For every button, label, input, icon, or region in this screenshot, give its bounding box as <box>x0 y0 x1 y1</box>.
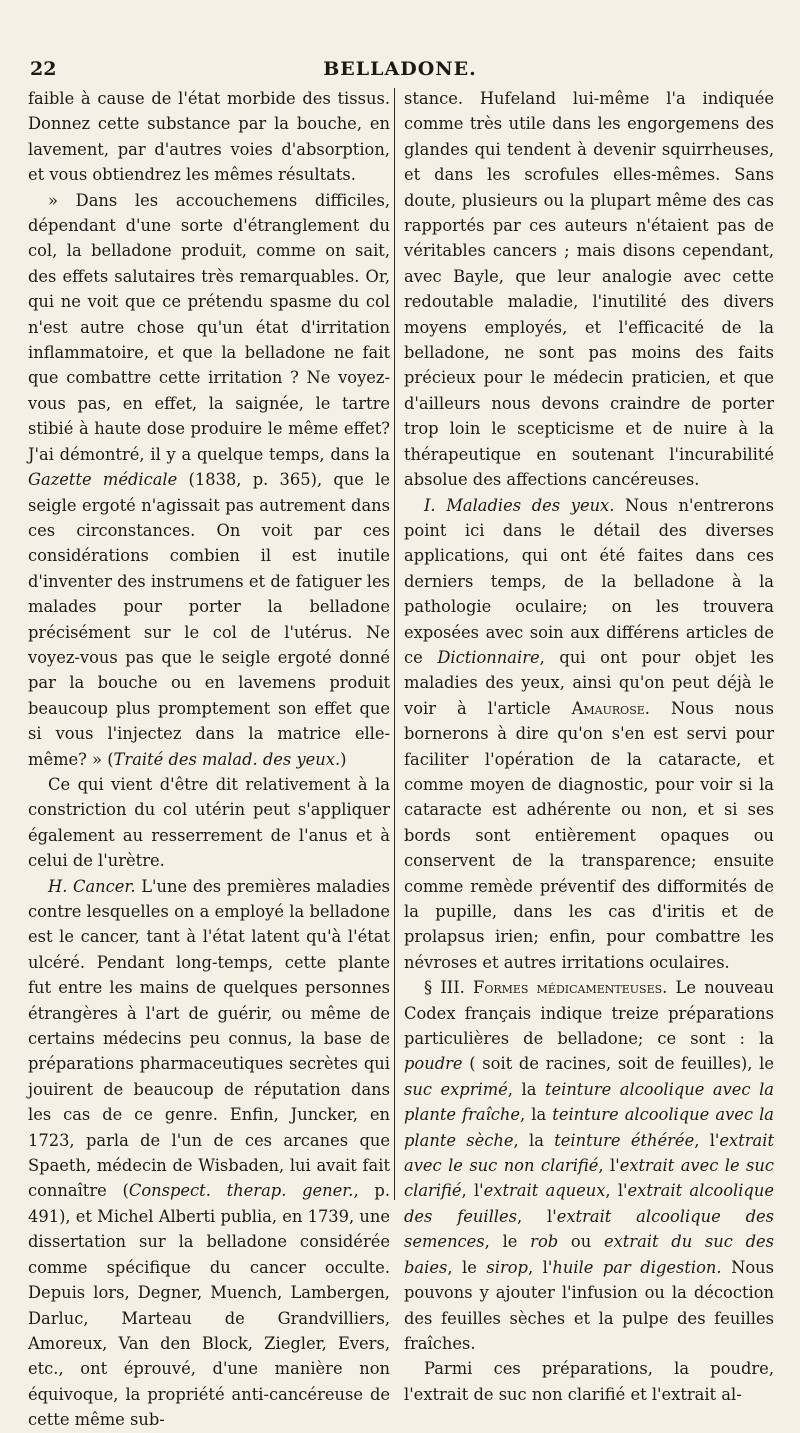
section-heading: Formes médicamenteuses. <box>473 978 668 998</box>
page-number: 22 <box>30 58 57 80</box>
running-title: BELLADONE. <box>323 58 477 80</box>
section-heading: H. Cancer. <box>48 876 136 896</box>
paragraph: » Dans les accouchemens difficiles, dépendant d'une sorte d'étranglement du col, la belladone produit, comme on sait, des effets salutaires très remarquables. Or, qui ne voit que ce prétendu spasme du col n'est autre chose qu'un état d'irritation inflammatoire, et que la belladone ne fait que combattre cette irritation ? Ne voyez-vous pas, en effet, la saignée, le tartre stibié à haute dose produire le même effet? J'ai démontré, il y a quelque temps, dans la Gazette médicale (1838, p. 365), que le seigle ergoté n'agissait pas autrement dans ces circonstances. On voit par ces considérations combien il est inutile d'inventer des instrumens et de fatiguer les malades pour porter la belladone précisément sur le col de l'utérus. Ne voyez-vous pas que le seigle ergoté donné par la bouche ou en lavemens produit beaucoup plus promptement son effet que si vous l'injectez dans la matrice elle-même? » (Traité des malad. des yeux.) <box>28 190 390 769</box>
right-column <box>404 86 774 1407</box>
page-header <box>30 58 770 84</box>
paragraph: I. Maladies des yeux. Nous n'entrerons point ici dans le détail des diverses applications, qui ont été faites dans ces derniers temps, de la belladone à la pathologie oculaire; on les trouvera exposées avec soin aux différens articles de ce Dictionnaire, qui ont pour objet les maladies des yeux, ainsi qu'on peut déjà le voir à l'article Amaurose. Nous nous bornerons à dire qu'on s'en est servi pour faciliter l'opération de la cataracte, et comme moyen de diagnostic, pour voir si la cataracte est adhérente ou non, et si ses bords sont entièrement opaques ou conservent de la transparence; ensuite comme remède préventif des difformités de la pupille, dans les cas d'iritis et de prolapsus irien; enfin, pour combattre les névroses et autres irritations oculaires. <box>404 495 775 972</box>
column-divider <box>394 88 395 1200</box>
left-column <box>28 86 390 1433</box>
paragraph: § III. Formes médicamenteuses. Le nouveau Codex français indique treize préparations particulières de belladone; ce sont : la poudre ( soit de racines, soit de feuilles), le suc exprimé, la teinture alcoolique avec la plante fraîche, la teinture alcoolique avec la plante sèche, la teinture éthérée, l'extrait avec le suc non clarifié, l'extrait avec le suc clarifié, l'extrait aqueux, l'extrait alcoolique des feuilles, l'extrait alcoolique des semences, le rob ou extrait du suc des baies, le sirop, l'huile par digestion. Nous pouvons y ajouter l'infusion ou la décoction des feuilles sèches et la pulpe des feuilles fraîches. <box>404 978 775 1353</box>
paragraph: H. Cancer. L'une des premières maladies contre lesquelles on a employé la belladone est le cancer, tant à l'état latent qu'à l'état ulcéré. Pendant long-temps, cette plante fut entre les mains de quelques personnes étrangères à l'art de guérir, ou même de certains médecins peu connus, la base de préparations pharmaceutiques secrètes qui jouirent de beaucoup de réputation dans les cas de ce genre. Enfin, Juncker, en 1723, parla de l'un de ces arcanes que Spaeth, médecin de Wisbaden, lui avait fait connaître (Conspect. therap. gener., p. 491), et Michel Alberti publia, en 1739, une dissertation sur la belladone considérée comme spécifique du cancer occulte. Depuis lors, Degner, Muench, Lambergen, Darluc, Marteau de Grandvilliers, Amoreux, Van den Block, Ziegler, Evers, etc., ont éprouvé, d'une manière non équivoque, la propriété anti-cancéreuse de cette même sub- <box>28 876 390 1430</box>
paragraph: Parmi ces préparations, la poudre, l'extrait de suc non clarifié et l'extrait al- <box>404 1359 774 1404</box>
paragraph: stance. Hufeland lui-même l'a indiquée comme très utile dans les engorgemens des glandes qui tendent à devenir squirrheuses, et dans les scrofules elles-mêmes. Sans doute, plusieurs ou la plupart même des cas rapportés par ces auteurs n'étaient pas de véritables cancers ; mais disons cependant, avec Bayle, que leur analogie avec cette redoutable maladie, l'inutilité des divers moyens employés, et l'efficacité de la belladone, ne sont pas moins des faits précieux pour le médecin praticien, et que d'ailleurs nous devons craindre de porter trop loin le scepticisme et de nuire à la thérapeutique en soutenant l'incurabilité absolue des affections cancéreuses. <box>404 89 774 490</box>
paragraph: Ce qui vient d'être dit relativement à la constriction du col utérin peut s'appliquer également au resserrement de l'anus et à celui de l'urètre. <box>28 774 390 871</box>
paragraph: faible à cause de l'état morbide des tissus. Donnez cette substance par la bouche, en lavement, par d'autres voies d'absorption, et vous obtiendrez les mêmes résultats. <box>28 89 390 185</box>
section-heading: I. Maladies des yeux. <box>424 495 615 515</box>
